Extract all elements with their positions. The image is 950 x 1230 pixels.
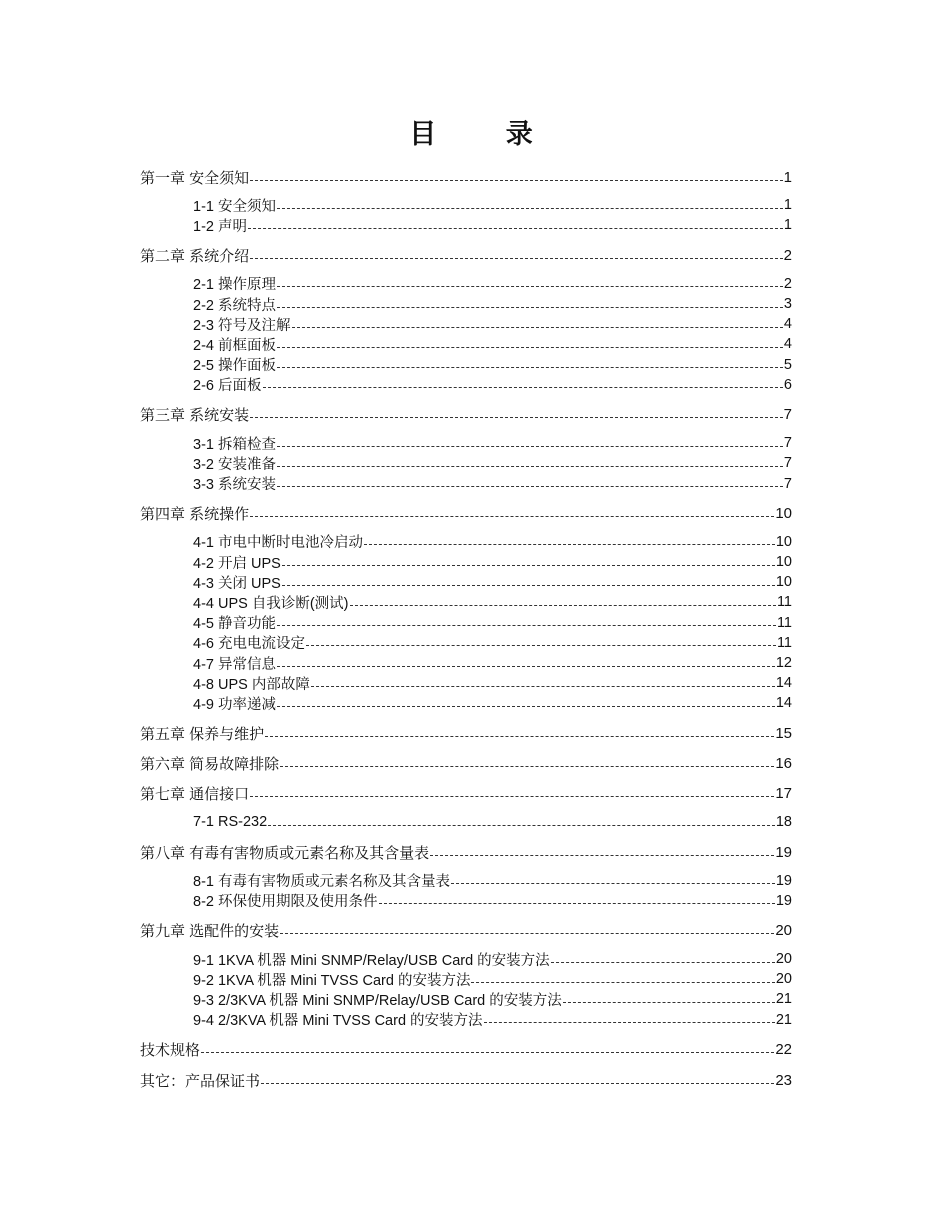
toc-entry-label: 9-4 2/3KVA 机器 Mini TVSS Card 的安装方法 [193, 1013, 483, 1030]
toc-entry-page-number: 17 [775, 785, 792, 803]
dotted-leader [277, 446, 783, 447]
dotted-leader [350, 605, 776, 606]
toc-entry-page-number: 19 [775, 872, 792, 889]
toc-entry-page-number: 10 [775, 505, 792, 523]
dotted-leader [430, 855, 774, 856]
dotted-leader [471, 982, 774, 983]
dotted-leader [277, 347, 783, 348]
toc-entry-page-number: 20 [775, 922, 792, 940]
dotted-leader [306, 645, 776, 646]
toc-section-entry[interactable] [140, 989, 792, 1009]
toc-section-entry[interactable] [140, 572, 792, 592]
dotted-leader [280, 766, 774, 767]
toc-entry-label: 4-1 市电中断时电池冷启动 [193, 535, 363, 552]
dotted-leader [280, 933, 774, 934]
toc-entry-label: 2-2 系统特点 [193, 297, 276, 314]
toc-entry-page-number: 22 [775, 1041, 792, 1059]
dotted-leader [277, 208, 783, 209]
toc-entry-page-number: 4 [783, 336, 792, 353]
toc-entry-label: 1-2 声明 [193, 218, 247, 235]
toc-entry-label: 9-1 1KVA 机器 Mini SNMP/Relay/USB Card 的安装方法 [193, 952, 550, 969]
dotted-leader [268, 825, 775, 826]
toc-entry-page-number: 21 [775, 991, 792, 1008]
toc-section-entry[interactable] [140, 812, 792, 832]
toc-section-entry[interactable] [140, 552, 792, 572]
toc-entry-page-number: 16 [775, 755, 792, 773]
dotted-leader [263, 387, 783, 388]
toc-chapter-entry[interactable] [140, 405, 792, 425]
toc-entry-label: 8-1 有毒有害物质或元素名称及其含量表 [193, 874, 450, 891]
toc-entry-label: 第九章 选配件的安装 [140, 923, 280, 941]
toc-entry-label: 第五章 保养与维护 [140, 726, 265, 744]
dotted-leader [248, 228, 783, 229]
toc-chapter-entry[interactable] [140, 921, 792, 941]
toc-entry-page-number: 10 [775, 533, 792, 550]
toc-entry-label: 8-2 环保使用期限及使用条件 [193, 894, 378, 911]
toc-entry-label: 2-3 符号及注解 [193, 317, 291, 334]
toc-section-entry[interactable] [140, 294, 792, 314]
dotted-leader [277, 367, 783, 368]
dotted-leader [551, 962, 775, 963]
toc-entry-page-number: 1 [783, 168, 792, 186]
toc-section-entry[interactable] [140, 1010, 792, 1030]
toc-chapter-entry[interactable] [140, 754, 792, 774]
toc-entry-page-number: 11 [776, 594, 792, 611]
toc-entry-page-number: 21 [775, 1011, 792, 1028]
dotted-leader [311, 686, 775, 687]
toc-entry-page-number: 10 [775, 574, 792, 591]
toc-entry-page-number: 15 [775, 725, 792, 743]
dotted-leader [250, 796, 774, 797]
toc-chapter-entry[interactable] [140, 1070, 792, 1090]
toc-entry-label: 2-6 后面板 [193, 378, 262, 395]
toc-entry-page-number: 3 [783, 296, 792, 313]
toc-entry-label: 3-3 系统安装 [193, 477, 276, 494]
toc-entry-label: 4-3 关闭 UPS [193, 575, 281, 592]
dotted-leader [277, 625, 776, 626]
dotted-leader [292, 327, 783, 328]
toc-entry-page-number: 2 [783, 247, 792, 265]
toc-entry-label: 4-7 异常信息 [193, 656, 276, 673]
toc-entry-label: 3-2 安装准备 [193, 456, 276, 473]
toc-entry-label: 2-4 前框面板 [193, 337, 276, 354]
toc-entry-label: 4-2 开启 UPS [193, 555, 281, 572]
toc-section-entry[interactable] [140, 653, 792, 673]
dotted-leader [250, 516, 774, 517]
toc-section-entry[interactable] [140, 473, 792, 493]
toc-entry-label: 技术规格 [140, 1042, 201, 1060]
toc-entry-page-number: 12 [775, 655, 792, 672]
toc-entry-page-number: 4 [783, 316, 792, 333]
toc-section-entry[interactable] [140, 375, 792, 395]
dotted-leader [265, 736, 774, 737]
toc-section-entry[interactable] [140, 969, 792, 989]
toc-section-entry[interactable] [140, 891, 792, 911]
toc-entry-label: 4-9 功率递减 [193, 696, 276, 713]
toc-chapter-entry[interactable] [140, 167, 792, 187]
toc-entry-page-number: 19 [775, 843, 792, 861]
toc-section-entry[interactable] [140, 334, 792, 354]
toc-chapter-entry[interactable] [140, 724, 792, 744]
dotted-leader [563, 1002, 775, 1003]
toc-section-entry[interactable] [140, 314, 792, 334]
toc-entry-page-number: 5 [783, 356, 792, 373]
toc-entry-page-number: 14 [775, 675, 792, 692]
toc-entry-page-number: 7 [783, 455, 792, 472]
toc-entry-label: 第六章 简易故障排除 [140, 756, 280, 774]
toc-entry-label: 第一章 安全须知 [140, 169, 250, 187]
dotted-leader [277, 286, 783, 287]
toc-entry-label: 第八章 有毒有害物质或元素名称及其含量表 [140, 844, 430, 862]
dotted-leader [277, 486, 783, 487]
toc-section-entry[interactable] [140, 633, 792, 653]
toc-entry-page-number: 7 [783, 406, 792, 424]
toc-chapter-entry[interactable] [140, 842, 792, 862]
toc-section-entry[interactable] [140, 215, 792, 235]
toc-entry-page-number: 14 [775, 695, 792, 712]
dotted-leader [261, 1083, 774, 1084]
toc-section-entry[interactable] [140, 870, 792, 890]
toc-section-entry[interactable] [140, 195, 792, 215]
toc-entry-label: 4-5 静音功能 [193, 616, 276, 633]
toc-section-entry[interactable] [140, 949, 792, 969]
toc-entry-label: 7-1 RS-232 [193, 814, 268, 831]
toc-entry-page-number: 1 [783, 197, 792, 214]
toc-entry-page-number: 23 [775, 1071, 792, 1089]
toc-entry-label: 4-6 充电电流设定 [193, 636, 305, 653]
toc-section-entry[interactable] [140, 355, 792, 375]
toc-entry-label: 9-3 2/3KVA 机器 Mini SNMP/Relay/USB Card 的安装方法 [193, 992, 562, 1009]
toc-entry-page-number: 6 [783, 376, 792, 393]
toc-chapter-entry[interactable] [140, 1040, 792, 1060]
toc-entry-label: 第二章 系统介绍 [140, 248, 250, 266]
toc-section-entry[interactable] [140, 613, 792, 633]
dotted-leader [250, 417, 782, 418]
toc-entry-label: 第七章 通信接口 [140, 786, 250, 804]
toc-entry-label: 其它：产品保证书 [140, 1072, 261, 1090]
dotted-leader [250, 258, 782, 259]
toc-section-entry[interactable] [140, 274, 792, 294]
table-of-contents [140, 167, 792, 1090]
toc-entry-page-number: 20 [775, 971, 792, 988]
toc-entry-label: 4-8 UPS 内部故障 [193, 676, 310, 693]
dotted-leader [364, 544, 775, 545]
toc-section-entry[interactable] [140, 673, 792, 693]
toc-entry-label: 3-1 拆箱检查 [193, 436, 276, 453]
toc-chapter-entry[interactable] [140, 784, 792, 804]
toc-entry-label: 第四章 系统操作 [140, 506, 250, 524]
toc-entry-page-number: 11 [776, 634, 792, 651]
toc-entry-label: 9-2 1KVA 机器 Mini TVSS Card 的安装方法 [193, 972, 471, 989]
dotted-leader [277, 706, 775, 707]
toc-entry-label: 2-5 操作面板 [193, 358, 276, 375]
dotted-leader [277, 666, 775, 667]
toc-entry-label: 2-1 操作原理 [193, 277, 276, 294]
toc-entry-page-number: 1 [783, 217, 792, 234]
dotted-leader [277, 307, 783, 308]
dotted-leader [201, 1052, 774, 1053]
dotted-leader [277, 466, 783, 467]
dotted-leader [379, 903, 775, 904]
toc-section-entry[interactable] [140, 592, 792, 612]
toc-entry-page-number: 10 [775, 554, 792, 571]
toc-entry-page-number: 7 [783, 475, 792, 492]
page-title: 目 录 [409, 119, 563, 150]
toc-section-entry[interactable] [140, 693, 792, 713]
toc-entry-page-number: 7 [783, 435, 792, 452]
toc-entry-label: 1-1 安全须知 [193, 198, 276, 215]
toc-section-entry[interactable] [140, 453, 792, 473]
dotted-leader [250, 180, 782, 181]
toc-entry-page-number: 11 [776, 614, 792, 631]
toc-entry-label: 4-4 UPS 自我诊断(测试) [193, 595, 349, 612]
dotted-leader [282, 565, 775, 566]
toc-entry-label: 第三章 系统安装 [140, 407, 250, 425]
toc-section-entry[interactable] [140, 532, 792, 552]
toc-section-entry[interactable] [140, 433, 792, 453]
toc-chapter-entry[interactable] [140, 246, 792, 266]
dotted-leader [451, 883, 775, 884]
toc-chapter-entry[interactable] [140, 504, 792, 524]
toc-entry-page-number: 18 [775, 814, 792, 831]
toc-entry-page-number: 19 [775, 892, 792, 909]
toc-entry-page-number: 2 [783, 275, 792, 292]
dotted-leader [484, 1022, 775, 1023]
dotted-leader [282, 585, 775, 586]
toc-entry-page-number: 20 [775, 951, 792, 968]
